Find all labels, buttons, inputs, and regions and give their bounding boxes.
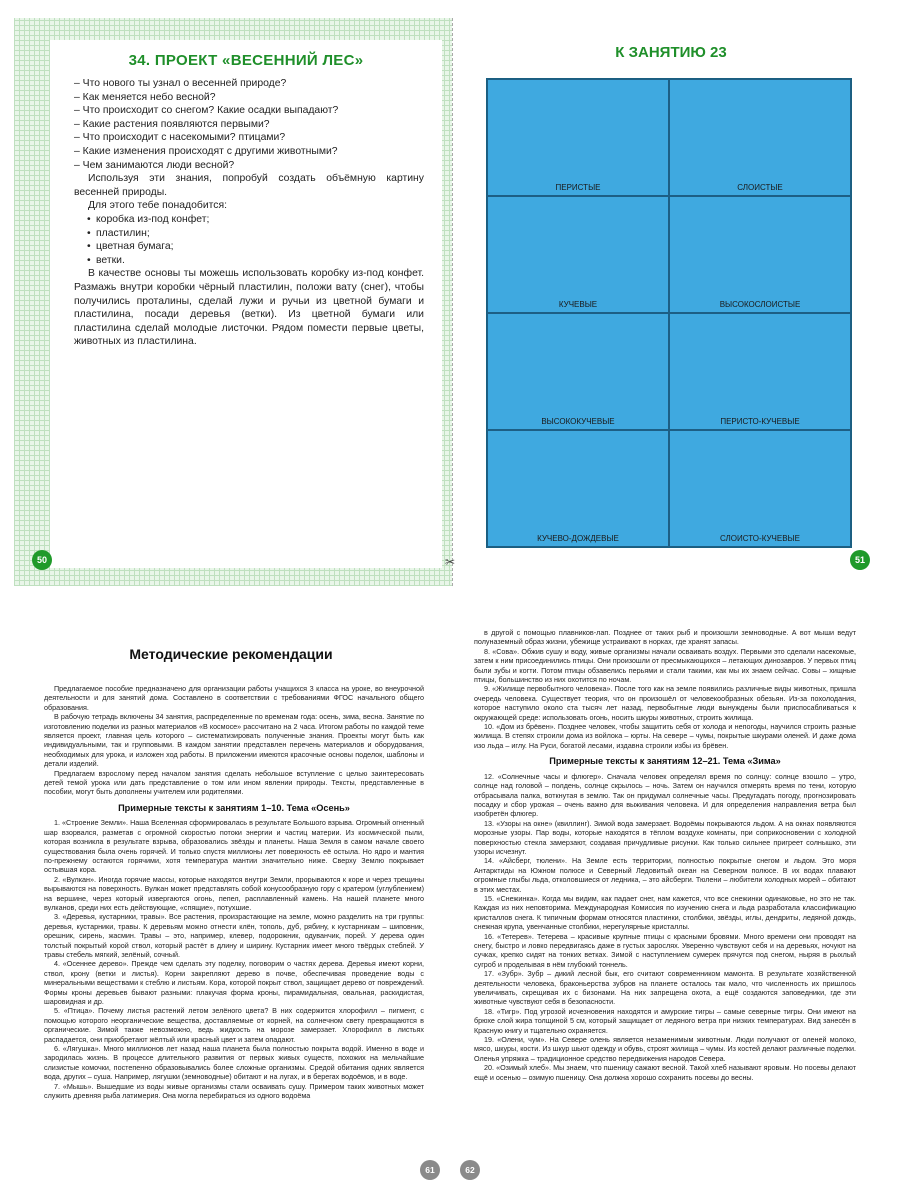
paragraph: 7. «Мышь». Вышедшие из воды живые организмы стали осваивать сушу. Примером таких животных может служить древняя рыба латимерия. Она могла перебираться из одного водоёма [44,1081,424,1101]
bottom-spread [0,600,900,1200]
paragraph: 10. «Дом из брёвен». Позднее человек, чтобы защитить себя от холода и непогоды, научился строить разные жилища. В степях строили дома из войлока – юрты. На севере – чумы, покрытые шкурами оленей. И даже дома изо льда – иглу. На Руси, богатой лесами, издавна строили избы из брёвен. [474,722,856,750]
page-62-body [452,612,886,1082]
cloud-card [669,79,851,196]
cloud-card [669,430,851,547]
question-item: – Как меняется небо весной? [74,91,216,103]
question-item: – Какие растения появляются первыми? [74,118,270,130]
cloud-label: ВЫСОКОКУЧЕВЫЕ [541,417,615,426]
intro-paragraph: Используя эти знания, попробуй создать объёмную картину весенней природы. [74,173,424,198]
paragraph: 13. «Узоры на окне» (квиллинг). Зимой вода замерзает. Водоёмы покрываются льдом. А на окнах появляются морозные узоры. Пар воды, которые находятся в тёплом воздухе комнаты, при соприкосновении с холодной поверхностью стекла замерзают, создавая причудливые рисунки. Как только сильнее пригреет солнышко, эти узоры исчезнут. [474,818,856,856]
question-item: – Что происходит с насекомыми? птицами? [74,132,286,144]
paragraph: Предлагаем взрослому перед началом занятия сделать небольшое вступление с целью заинтересовать детей темой урока или дать представление о том или ином явлении природы. Тексты, представленные в пособии, могут быть дополнены учителем или родителями. [44,768,424,797]
scissors-icon: ✂ [445,555,456,569]
question-item: – Что происходит со снегом? Какие осадки выпадают? [74,105,339,117]
list-item: • пластилин; [96,227,424,241]
paragraph: 14. «Айсберг, тюлени». На Земле есть территории, полностью покрытые снегом и льдом. Это моря Антарктиды на Южном полюсе и Северный Ледовитый океан на Северном полюсе. В их водах плавают огромные глыбы льда, отколовшиеся от ледника, – это айсберги. Тюлени – любители холодных морей – обитают в этих местах. [474,856,856,894]
materials-heading: Для этого тебе понадобится: [88,200,228,212]
page-title: К ЗАНЯТИЮ 23 [615,44,727,61]
page-number: 62 [460,1160,480,1180]
page-number: 61 [420,1160,440,1180]
page-61 [14,612,448,1184]
cloud-label: СЛОИСТО-КУЧЕВЫЕ [720,534,800,543]
instructions-paragraph: В качестве основы ты можешь использовать коробку из-под конфет. Размажь внутри коробки чёрный пластилин, положи вату (снег), чтобы получились проталины, сделай лужи и ручьи из цветной бумаги и пластилина, посади деревья (ветки). Из цветной бумаги или пластилина сделай молодые листочки. Рядом помести первые цветы, животных из пластилина. [74,268,424,348]
cloud-label: ВЫСОКОСЛОИСТЫЕ [719,300,801,309]
question-item: – Чем занимаются люди весной? [74,159,235,171]
cloud-card [487,196,669,313]
materials-list [74,213,424,267]
cloud-label: КУЧЕВО-ДОЖДЕВЫЕ [537,534,619,543]
paragraph: 16. «Тетерев». Тетерева – красивые крупные птицы с красными бровями. Много времени они проводят на снегу, быстро и ловко передвигаясь даже в густых зарослях. Уверенно чувствуют себя и на деревьях, ночуют на сучках, крепко сидят на тонких ветках. Зимой с наступлением сумерек прячутся под снегом, ныряя в рыхлый сугроб и проделывая в нём глубокий тоннель. [474,931,856,969]
paragraph: 17. «Зубр». Зубр – дикий лесной бык, его считают современником мамонта. В результате хозяйственной деятельности человека, браконьерства зубров на планете осталось так мало, что численность их пришлось увеличивать, скрещивая их с бизонами. На них запрещена охота, а ещё создаются заповедники, где эти животные чувствуют себя в безопасности. [474,969,856,1007]
paragraph: 1. «Строение Земли». Наша Вселенная сформировалась в результате Большого взрыва. Огромный огненный шар взорвался, разметав с огромной скоростью потоки энергии и частиц материи. Из космической пыли, которая возникла в результате взрыва, образовались звёзды и планеты. Наша Земля в самом начале своего существования была очень горячей. И только спустя миллионы лет поверхность её остыла. Но ядро и мантия по-прежнему остаются горячими, хотя температура мантии значительно ниже. Сверху Землю покрывает остывшая кора. [44,818,424,875]
paragraph: в другой с помощью плавников-лап. Позднее от таких рыб и произошли земноводные. А вот мыши ведут полуназемный образ жизни, убежище устраивают в норках, где хранят запасы. [474,628,856,647]
page-number: 50 [32,550,52,570]
paragraph: 8. «Сова». Обжив сушу и воду, живые организмы начали осваивать воздух. Первыми это сделали насекомые, затем к ним присоединились птицы. Они произошли от пресмыкающихся – летающих динозавров. У первых птиц были зубы и когти. Потом птицы обзавелись перьями и стали такими, как мы их знаем сейчас. Совы – хищные птицы, большинство из них охотится по ночам. [474,646,856,685]
cloud-card [487,430,669,547]
paragraph: 18. «Тигр». Под угрозой исчезновения находятся и амурские тигры – самые северные тигры. Они имеют на брюхе слой жира толщиной 5 см, который защищает от ледяного ветра при низких температурах. Вид занесён в Красную книгу и тщательно охраняется. [474,1006,856,1035]
page-62 [452,612,886,1184]
page-50-content [50,40,442,568]
page-title: Методические рекомендации [129,646,333,662]
page-number: 51 [850,550,870,570]
section-title: Примерные тексты к занятиям 1–10. Тема «Осень» [118,802,350,813]
cloud-card [487,79,669,196]
page-61-body [14,684,448,1100]
cloud-card [487,313,669,430]
paragraph: 5. «Птица». Почему листья растений летом зелёного цвета? В них содержится хлорофилл – пигмент, с помощью которого неорганические вещества, доставляемые от корней, на солнечном свету превращаются в органические. Зимой также невозможно, ведь жидкость на морозе замерзает. Хлорофилл в листьях распадается, они приобретают жёлтый или красный цвет и затем опадают. [44,1006,424,1044]
cloud-label: КУЧЕВЫЕ [558,300,598,309]
paragraph: 19. «Олени, чум». На Севере олень является незаменимым животным. Люди получают от оленей молоко, мясо, шкуры, кости. Из шкур шьют одежду и обувь, строят жилища – чумы. Из костей делают различные поделки. Оленья упряжка – традиционное средство передвижения народов Севера. [474,1035,856,1063]
cloud-card [669,313,851,430]
page-title: 34. ПРОЕКТ «ВЕСЕННИЙ ЛЕС» [128,52,364,69]
page-50 [14,18,452,586]
cloud-card [669,196,851,313]
paragraph: 2. «Вулкан». Иногда горячие массы, которые находятся внутри Земли, прорываются к коре и через трещины вырываются на поверхность. Вулкан может представлять собой конусообразную гору с кратером (углублением) на вершине, через который извергаются огонь, пепел, расплавленный камень. На нашей планете много вулканов, среди них есть действующие, «спящие», потухшие. [44,874,424,912]
page-50-body [50,77,442,349]
paragraph: 9. «Жилище первобытного человека». После того как на земле появились различные виды животных, пришла очередь человека. Существует теория, что он произошёл от человекообразных обезьян. Из-за похолодания, которое наступило около ста тысяч лет назад, первобытные люди вынуждены были приспосабливаться к окружающей среде: использовать огонь, носить шкуры животных, строить жилища. [474,684,856,722]
cloud-cards-grid [486,78,852,548]
paragraph: В рабочую тетрадь включены 34 занятия, распределенные по временам года: осень, зима, весна. Занятие по изготовлению поделки из разных материалов «В космосе» рассчитано на 2 часа. Итогом работы по каждой теме является проект, главная цель которого – систематизировать полученные знания. Проекты могут быть как индивидуальными, так и групповыми. В каждом занятии представлен перечень материалов и оборудования, необходимых для урока, и изложен ход работы. В приложении имеются красочные основы поделок, шаблоны и детали изделий. [44,712,424,769]
paragraph: 20. «Озимый хлеб». Мы знаем, что пшеницу сажают весной. Такой хлеб называют яровым. Но посевы делают ещё и осенью – озимую пшеницу. Она должна хорошо сохранить посевы до весны. [474,1063,856,1082]
paragraph: 3. «Деревья, кустарники, травы». Все растения, произрастающие на земле, можно разделить на три группы: деревья, кустарники, травы. К деревьям можно отнести клён, тополь, дуб, рябину, к кустарникам – шиповник, орешник, сирень, жасмин. Травы – это, например, клевер, подорожник, одуванчик, порей. У дерева один толстый покрытый корой ствол, который растёт в длину и ширину. Кустарник имеет много твёрдых стеблей. У травы стебель мягкий, зелёный, сочный. [44,912,424,959]
paragraph: 15. «Снежинка». Когда мы видим, как падает снег, нам кажется, что все снежинки одинаковые, но это не так. Каждая из них неповторима. Международная Комиссия по изучению снега и льда разработала классификацию кристаллов снега. К типичным формам относятся пластинки, столбики, звёзды, иглы, дендриты, ледяной дождь, снежная крупа, увенчанные столбики, нерегулярные кристаллы. [474,893,856,932]
question-item: – Какие изменения происходят с другими животными? [74,145,338,157]
cloud-label: ПЕРИСТЫЕ [555,183,601,192]
paragraph: Предлагаемое пособие предназначено для организации работы учащихся 3 класса на уроке, во внеурочной деятельности и для занятий дома. Составлено в соответствии с требованиями ФГОС начального общего образования. [44,684,424,712]
cloud-label: ПЕРИСТО-КУЧЕВЫЕ [720,417,800,426]
list-item: • ветки. [96,254,424,268]
cloud-label: СЛОИСТЫЕ [737,183,783,192]
paragraph: 12. «Солнечные часы и флюгер». Сначала человек определял время по солнцу: солнце взошло – утро, солнце над головой – полдень, солнце скрылось – ночь. Затем он научился отмерять время по тени, которую отбрасывала палка, воткнутая в землю. Так он придумал солнечные часы. Предугадать погоду, прогнозировать посадку и сбор урожая – очень важно для выживания человека. И для определения направления ветра был изобретён флюгер. [474,771,856,819]
list-item: • цветная бумага; [96,240,424,254]
question-item: – Что нового ты узнал о весенней природе? [74,78,287,89]
section-title: Примерные тексты к занятиям 12–21. Тема «Зима» [549,756,781,767]
paragraph: 6. «Лягушка». Много миллионов лет назад наша планета была полностью покрыта водой. Именно в воде и зародилась жизнь. В процессе длительного развития от первых живых существ, похожих на мельчайшие слизистые комочки, постепенно образовывались более сложные организмы. Средой обитания одних является вода, других – суша. Например, лягушки (земноводные) обитают и на лугах, и в берегах водоёмов, и в воде. [44,1044,424,1082]
list-item: • коробка из-под конфет; [96,213,424,227]
paragraph: 4. «Осеннее дерево». Прежде чем сделать эту поделку, поговорим о частях дерева. Деревья имеют корни, ствол, крону (ветки и листья). Корни закрепляют дерево в почве, обеспечивая проведение воды с минеральными веществами к стеблю и листьям. Кора, которой покрыт ствол, защищает дерево от повреждений. Формы кроны деревьев бывают разными: плакучая форма кроны, пирамидальная, овальная, раскидистая, шаровидная и др. [44,959,424,1006]
page-51 [456,18,886,586]
